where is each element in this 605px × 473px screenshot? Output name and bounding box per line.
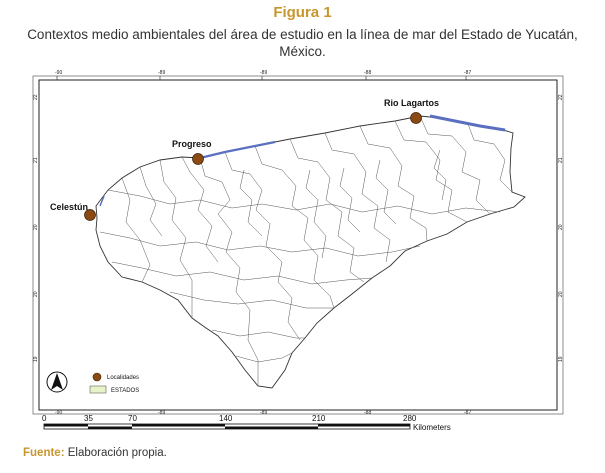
place-label-celestun: Celestún (50, 202, 89, 212)
bottom-tick-label: -89 (260, 410, 268, 416)
top-tick-label: -87 (464, 70, 472, 76)
bottom-tick-label: -90 (55, 410, 63, 416)
place-label-progreso: Progreso (172, 139, 212, 149)
scale-label: 0 (42, 414, 47, 423)
scale-label: 140 (219, 414, 233, 423)
right-tick-label: 20 (558, 291, 564, 297)
left-tick-label: 20 (33, 291, 39, 297)
locality-marker-progreso (193, 154, 204, 165)
right-tick-label: 22 (558, 94, 564, 100)
scale-label: 35 (84, 414, 93, 423)
top-ticks (55, 70, 471, 80)
locality-marker-rio-lagartos (411, 113, 422, 124)
figure-source (23, 447, 167, 459)
scale-label: 210 (312, 414, 326, 423)
left-tick-label: 21 (33, 157, 39, 163)
bottom-tick-label: -88 (364, 410, 372, 416)
legend-estados-swatch (90, 386, 106, 393)
scale-unit: Kilometers (413, 423, 451, 432)
legend-locality-swatch (93, 373, 101, 381)
source-label: Fuente: (23, 447, 65, 459)
top-tick-label: -89 (158, 70, 166, 76)
top-tick-label: -88 (364, 70, 372, 76)
bottom-tick-label: -87 (464, 410, 472, 416)
scale-label: 280 (403, 414, 417, 423)
right-tick-label: 20 (558, 224, 564, 230)
legend-estados-label: ESTADOS (111, 388, 140, 394)
scale-label: 70 (128, 414, 137, 423)
right-tick-label: 21 (558, 157, 564, 163)
left-tick-label: 20 (33, 224, 39, 230)
scale-bar (42, 414, 451, 432)
left-tick-label: 22 (33, 94, 39, 100)
figure-caption: Contextos medio ambientales del área de estudio en la línea de mar del Estado de Yucatán, México. (27, 27, 578, 59)
figure-title: Figura 1 (273, 4, 332, 21)
right-tick-label: 19 (558, 356, 564, 362)
top-tick-label: -90 (55, 70, 63, 76)
left-tick-label: 19 (33, 356, 39, 362)
source-text: Elaboración propia. (64, 447, 167, 459)
legend-localidades-label: Localidades (107, 375, 140, 381)
left-ticks (33, 94, 39, 362)
bottom-tick-label: -89 (158, 410, 166, 416)
place-label-rio-lagartos: Rio Lagartos (384, 98, 440, 108)
top-tick-label: -89 (260, 70, 268, 76)
